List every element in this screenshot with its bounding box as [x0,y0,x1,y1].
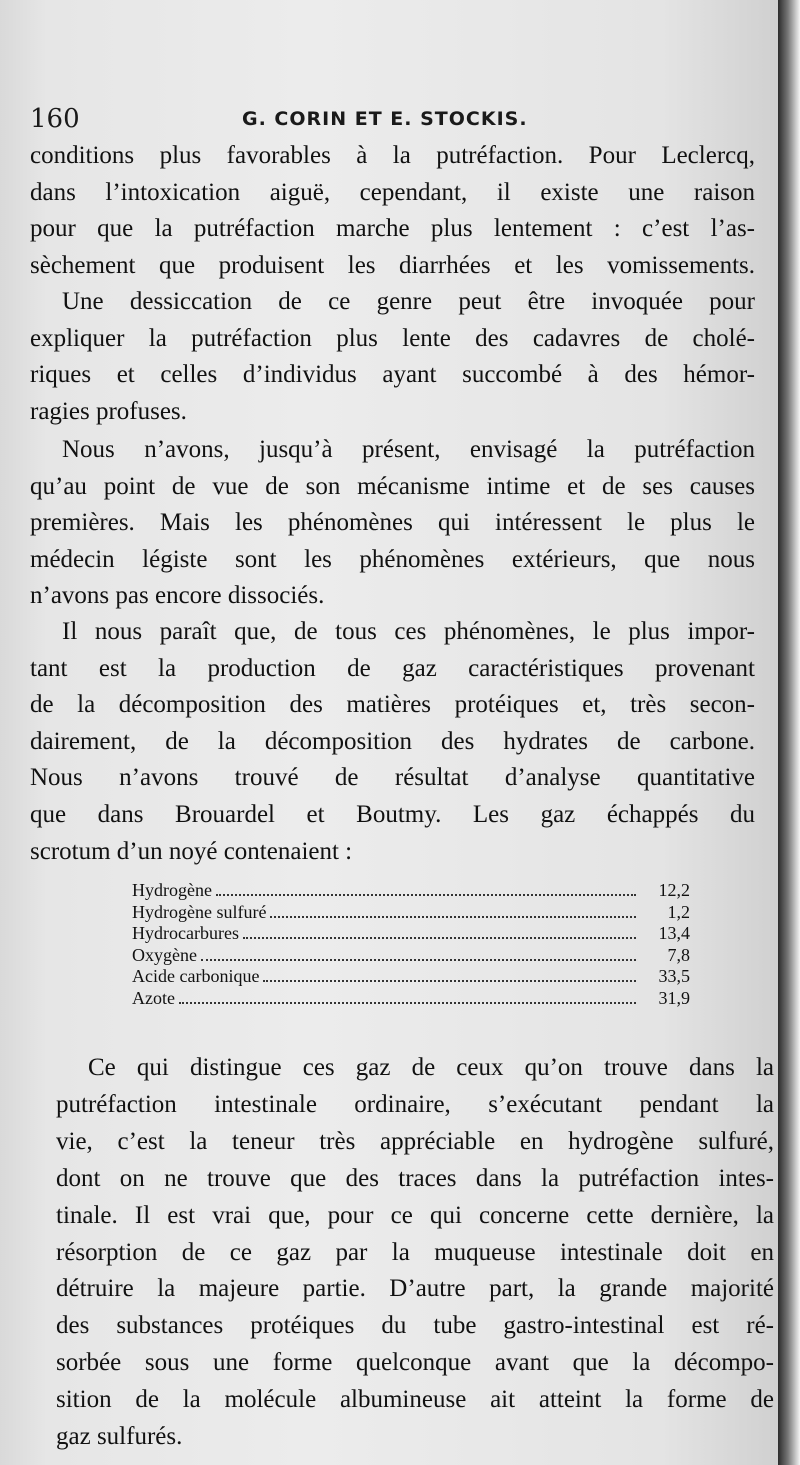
gas-value: 13,4 [658,923,690,943]
gas-value: 33,5 [658,966,690,986]
running-title: G. CORIN ET E. STOCKIS. [242,108,528,130]
gas-name: Oxygène [132,944,197,965]
gas-name: Hydrocarbures [132,923,239,943]
gas-name: Hydrogène [132,880,212,900]
paragraph-5 [56,1050,774,1456]
text-line: résorption de ce gaz par la muqueuse intestinale doit en [56,1238,774,1266]
text-line: tinale. Il est vrai que, pour ce qui concerne cette dernière, la [56,1201,774,1229]
gas-name: Azote [132,987,175,1008]
text-line: gaz sulfurés. [56,1423,183,1451]
text-line: médecin légiste sont les phénomènes extérieurs, que nous [30,545,755,573]
text-line: scrotum d’un noyé contenaient : [30,837,353,865]
table-row [132,923,690,945]
paragraph-2 [30,284,755,430]
text-line: sition de la molécule albumineuse ait atteint la forme de [56,1386,774,1414]
table-row [132,966,690,988]
text-line: dairement, de la décomposition des hydrates de carbone. [30,727,755,755]
text-line: sorbée sous une forme quelconque avant que la décompo- [56,1349,774,1377]
text-line: que dans Brouardel et Boutmy. Les gaz échappés du [30,800,755,828]
page-header [30,104,760,138]
text-line: expliquer la putréfaction plus lente des cadavres de cholé- [30,324,755,352]
text-line: Il nous paraît que, de tous ces phénomènes, le plus impor- [62,618,755,645]
dot-leader [179,1001,636,1004]
text-line: tant est la production de gaz caractéristiques provenant [30,654,755,682]
dot-leader [243,936,636,939]
text-line: pour que la putréfaction marche plus lentement : c’est l’as- [30,215,755,243]
text-line: Nous n’avons, jusqu’à présent, envisagé la putréfaction [62,436,755,463]
paragraph-1 [30,138,755,284]
page-number: 160 [30,104,80,134]
text-line: dont on ne trouve que des traces dans la putréfaction intes- [56,1164,774,1192]
gas-value: 7,8 [667,944,690,965]
text-line: vie, c’est la teneur très appréciable en hydrogène sulfuré, [56,1127,774,1155]
gas-name: Acide carbonique [132,966,260,986]
dot-leader [270,915,636,918]
binding-edge-shadow [778,0,800,1465]
dot-leader [216,893,636,896]
table-row [132,880,690,902]
paragraph-4 [30,614,755,870]
text-line: détruire la majeure partie. D’autre part, la grande majorité [56,1275,774,1303]
gas-composition-table [132,880,690,1009]
text-line: des substances protéiques du tube gastro-intestinal est ré- [56,1312,774,1340]
text-line: premières. Mais les phénomènes qui intéressent le plus le [30,509,755,537]
text-line: Nous n’avons trouvé de résultat d’analyse quantitative [30,764,755,792]
gas-name: Hydrogène sulfuré [132,901,267,922]
text-line: Ce qui distingue ces gaz de ceux qu’on trouve dans la [88,1054,774,1081]
table-row [132,945,690,967]
text-line: qu’au point de vue de son mécanisme intime et de ses causes [30,472,755,500]
text-line: ragies profuses. [30,397,187,425]
text-line: dans l’intoxication aiguë, cependant, il existe une raison [30,178,755,206]
table-row [132,902,690,924]
text-line: Une dessiccation de ce genre peut être invoquée pour [62,288,755,315]
gas-value: 31,9 [658,987,690,1008]
table-row [132,988,690,1010]
text-line: de la décomposition des matières protéiques et, très secon- [30,691,755,719]
dot-leader [263,979,636,982]
gas-value: 12,2 [658,880,690,900]
gas-value: 1,2 [667,901,690,922]
text-line: sèchement que produisent les diarrhées et les vomissements. [30,251,755,279]
paragraph-3 [30,432,755,615]
text-line: n’avons pas encore dissociés. [30,582,325,610]
dot-leader [201,958,636,961]
text-line: riques et celles d’individus ayant succombé à des hémor- [30,361,755,389]
text-line: conditions plus favorables à la putréfaction. Pour Leclercq, [30,142,755,169]
text-line: putréfaction intestinale ordinaire, s’exécutant pendant la [56,1090,774,1118]
